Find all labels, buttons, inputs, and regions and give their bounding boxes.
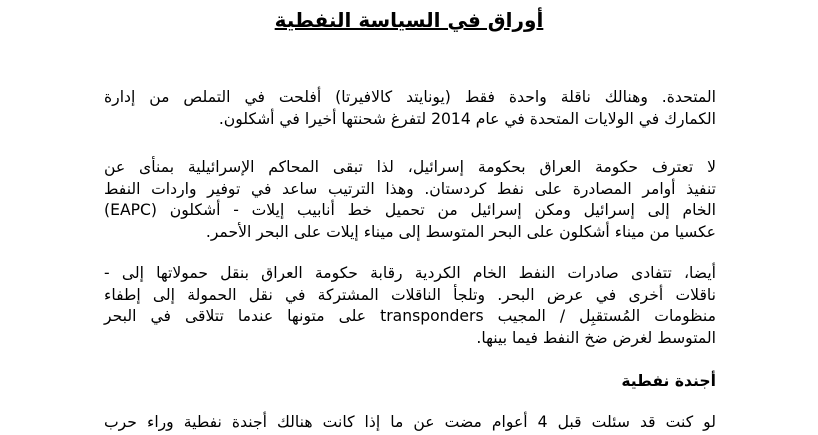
page-title: أوراق في السياسة النفطية [274,8,544,32]
paragraph-line: منظومات المُستقبِل / المجيب transponders على متونها عندما تتلاقى في البحر [104,307,716,325]
paragraph-israel [104,157,716,243]
section-heading: أجندة نفطية [621,372,716,390]
paragraph-line: الكمارك في الولايات المتحدة في عام 2014 لتفرغ شحنتها أخيرا في أشكلون. [218,109,716,128]
paragraph-line: عكسيا من ميناء أشكلون على البحر المتوسط إلى ميناء إيلات على البحر الأحمر. [205,222,716,241]
paragraph-line: الخام إلى إسرائيل ومكن إسرائيل من تحميل خط أنابيب إيلات - أشكلون (EAPC) [104,201,716,219]
paragraph-agenda [104,412,716,434]
paragraph-line: المتوسط لغرض ضخ النفط فيما بينها. [476,328,716,347]
paragraph-line: لو كنت قد سئلت قبل 4 أعوام مضت عن ما إذا كانت هنالك أجندة نفطية وراء حرب [104,413,716,431]
paragraph-line: لا تعترف حكومة العراق بحكومة إسرائيل، لذا تبقى المحاكم الإسرائيلية بمنأى عن [104,158,716,176]
paragraph-tankers [104,263,716,349]
paragraph-line: أيضا، تتفادى صادرات النفط الخام الكردية رقابة حكومة العراق بنقل حمولاتها إلى - [104,264,716,282]
paragraph-line: تنفيذ أوامر المصادرة على نفط كردستان. وهذا الترتيب ساعد في توفير واردات النفط [104,179,716,198]
paragraph-line: ناقلات أخرى في عرض البحر. وتلجأ الناقلات المشتركة في نقل الحمولة إلى إطفاء [104,285,716,304]
paragraph-line: المتحدة. وهنالك ناقلة واحدة فقط (يونايتد كالافيرتا) أفلحت في التملص من إدارة [104,88,716,106]
paragraph-customs [104,87,716,130]
